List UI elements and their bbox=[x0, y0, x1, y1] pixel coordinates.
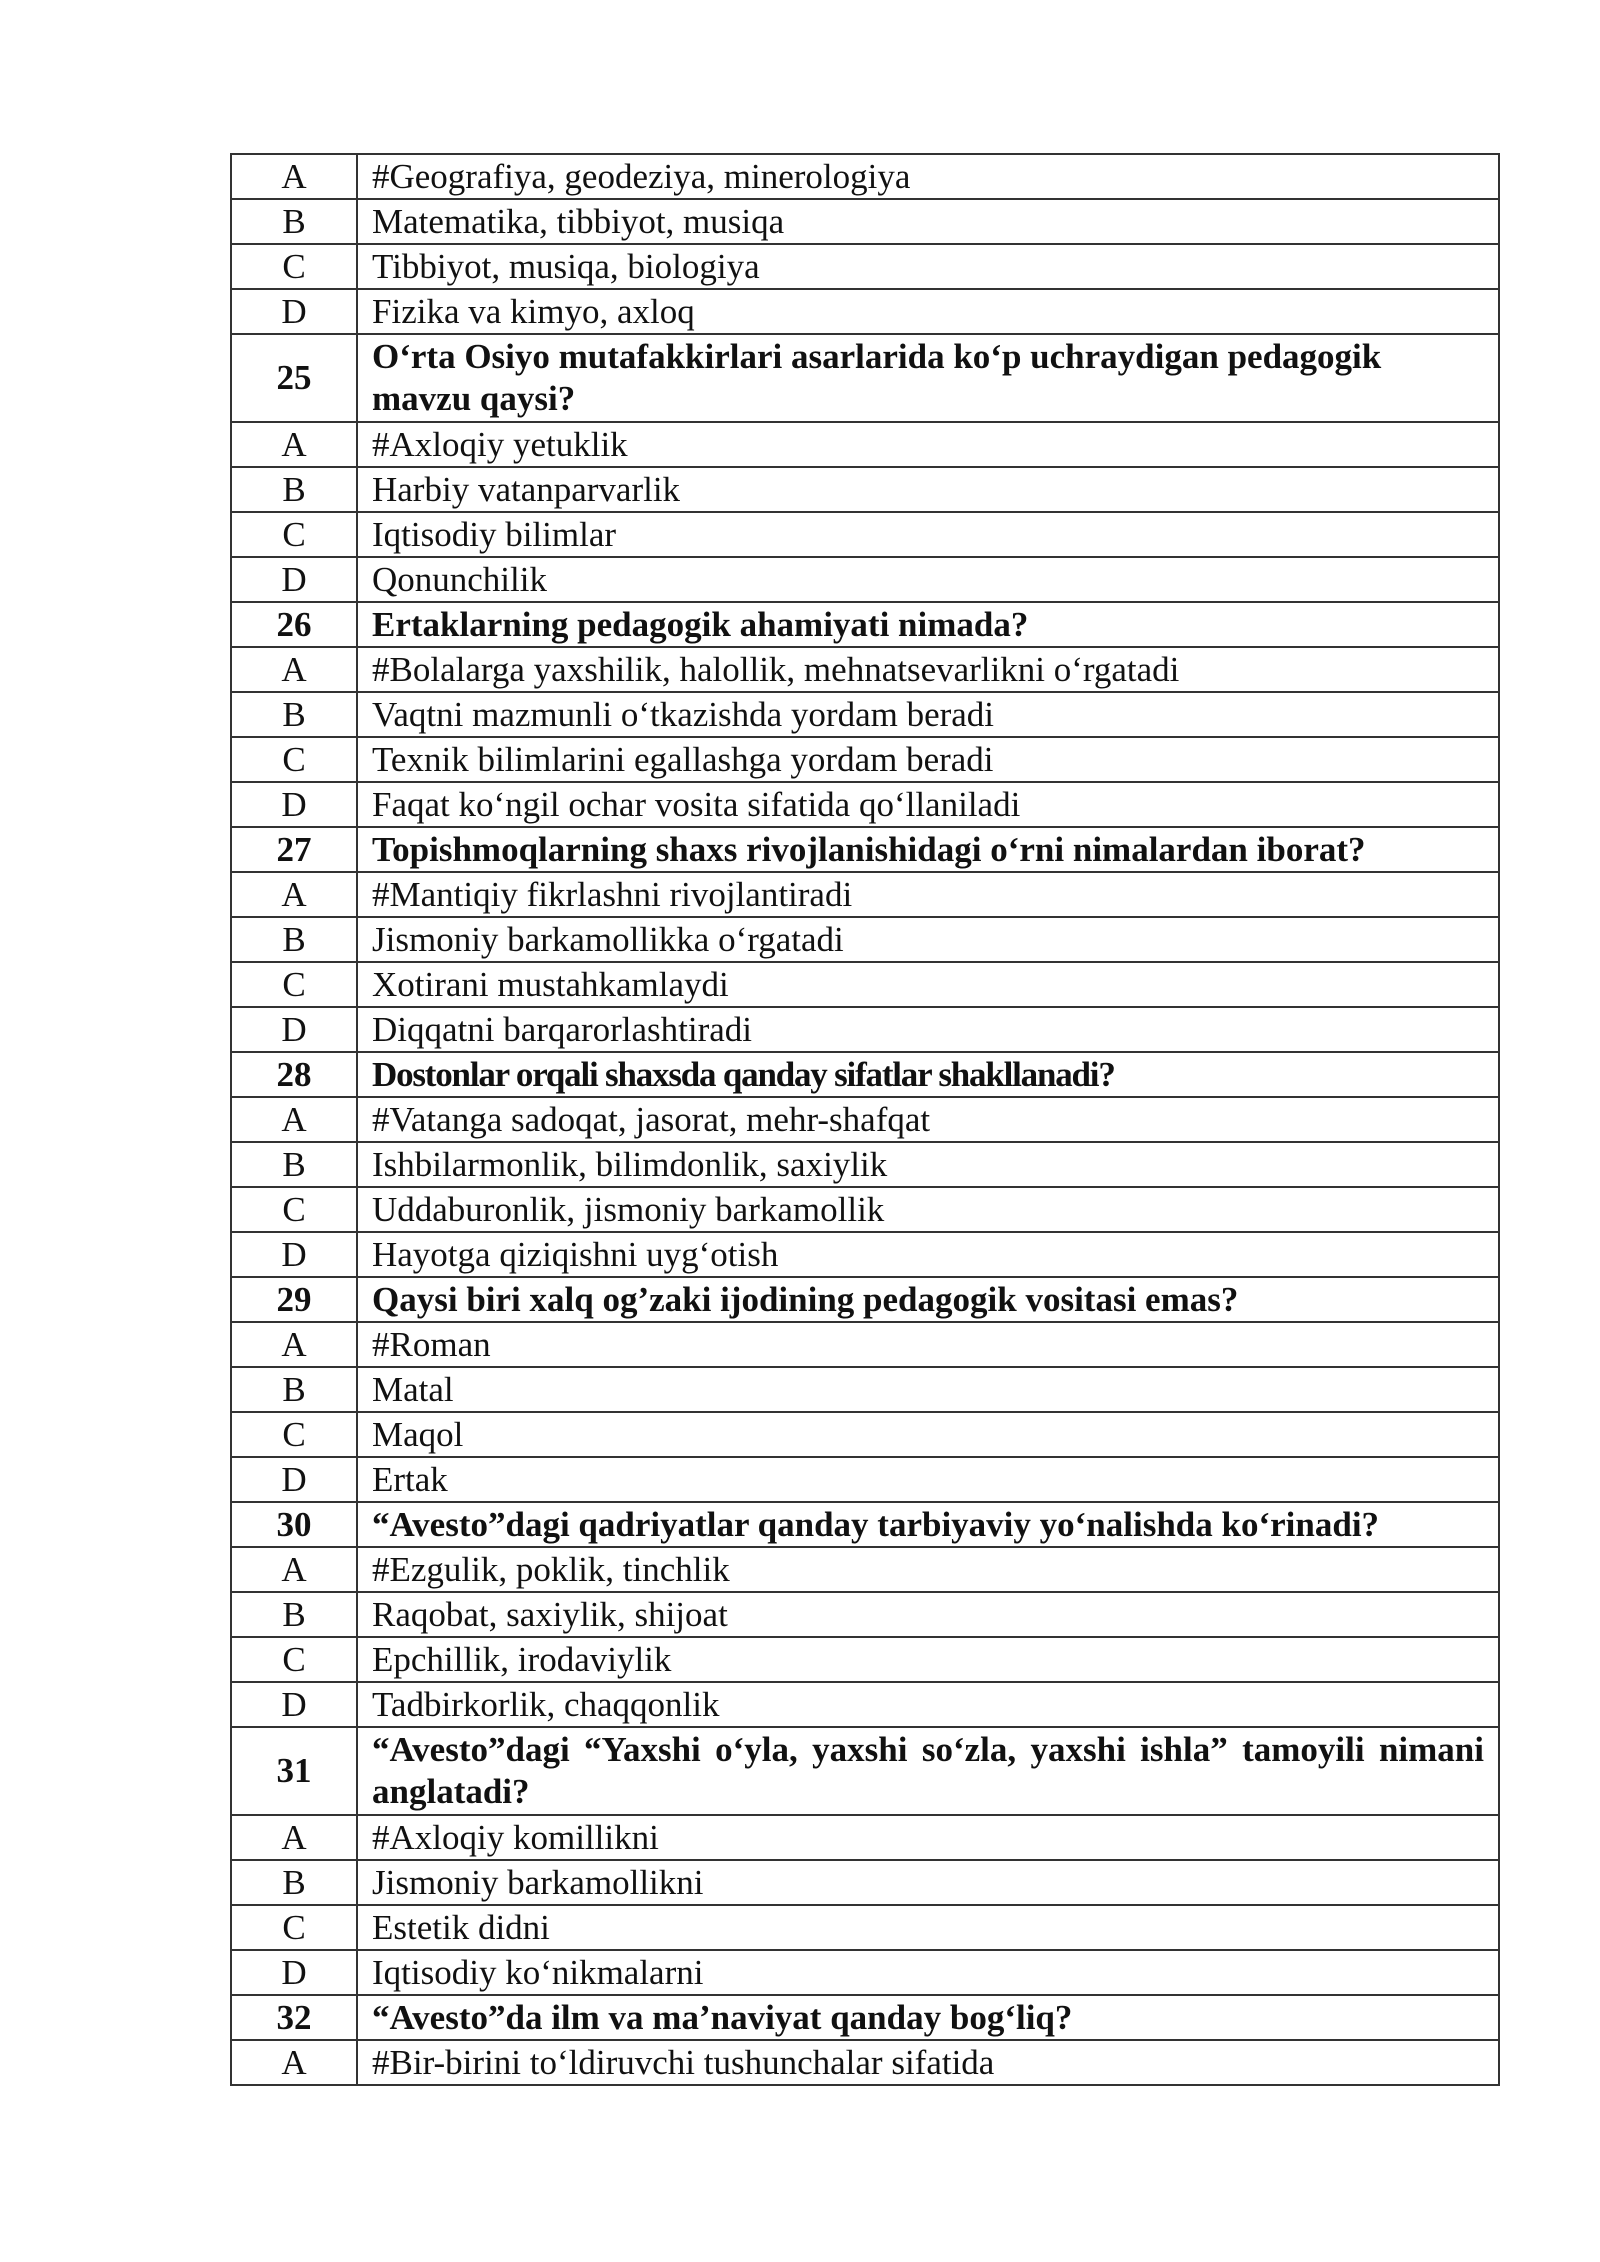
question-row bbox=[231, 1727, 1499, 1815]
option-text: #Bir-birini to‘ldiruvchi tushunchalar sifatida bbox=[372, 2042, 995, 2082]
option-letter: D bbox=[231, 289, 357, 334]
option-text: Jismoniy barkamollikka o‘rgatadi bbox=[372, 919, 844, 959]
answer-option-row bbox=[231, 244, 1499, 289]
option-text: Iqtisodiy bilimlar bbox=[372, 514, 617, 554]
option-letter: C bbox=[231, 1412, 357, 1457]
option-text: Hayotga qiziqishni uyg‘otish bbox=[372, 1234, 779, 1274]
option-text: #Roman bbox=[372, 1324, 491, 1364]
option-text: Qonunchilik bbox=[372, 559, 547, 599]
option-text: Tadbirkorlik, chaqqonlik bbox=[372, 1684, 720, 1724]
option-cell bbox=[357, 199, 1499, 244]
option-letter: B bbox=[231, 1860, 357, 1905]
answer-option-row bbox=[231, 692, 1499, 737]
option-cell bbox=[357, 512, 1499, 557]
question-number: 26 bbox=[231, 602, 357, 647]
answer-option-row bbox=[231, 782, 1499, 827]
question-number: 27 bbox=[231, 827, 357, 872]
option-cell bbox=[357, 467, 1499, 512]
option-text: Harbiy vatanparvarlik bbox=[372, 469, 681, 509]
option-cell bbox=[357, 1457, 1499, 1502]
answer-option-row bbox=[231, 1007, 1499, 1052]
option-letter: D bbox=[231, 1950, 357, 1995]
option-cell bbox=[357, 289, 1499, 334]
option-text: Fizika va kimyo, axloq bbox=[372, 291, 695, 331]
option-text: #Mantiqiy fikrlashni rivojlantiradi bbox=[372, 874, 853, 914]
option-text: Matematika, tibbiyot, musiqa bbox=[372, 201, 785, 241]
option-letter: A bbox=[231, 1322, 357, 1367]
option-text: Faqat ko‘ngil ochar vosita sifatida qo‘llaniladi bbox=[372, 784, 1021, 824]
option-text: Jismoniy barkamollikni bbox=[372, 1862, 704, 1902]
answer-option-row bbox=[231, 1412, 1499, 1457]
option-letter: A bbox=[231, 422, 357, 467]
question-text: Ertaklarning pedagogik ahamiyati nimada? bbox=[372, 604, 1029, 644]
question-row bbox=[231, 334, 1499, 422]
question-cell bbox=[357, 1052, 1499, 1097]
option-cell bbox=[357, 1682, 1499, 1727]
option-cell bbox=[357, 1592, 1499, 1637]
option-text: Estetik didni bbox=[372, 1907, 550, 1947]
question-cell bbox=[357, 1277, 1499, 1322]
answer-option-row bbox=[231, 647, 1499, 692]
answer-option-row bbox=[231, 1547, 1499, 1592]
answer-option-row bbox=[231, 1905, 1499, 1950]
option-text: #Axloqiy yetuklik bbox=[372, 424, 628, 464]
option-letter: B bbox=[231, 917, 357, 962]
question-number: 25 bbox=[231, 334, 357, 422]
question-number: 32 bbox=[231, 1995, 357, 2040]
answer-option-row bbox=[231, 154, 1499, 199]
option-cell bbox=[357, 1412, 1499, 1457]
option-cell bbox=[357, 1232, 1499, 1277]
option-cell bbox=[357, 557, 1499, 602]
question-text: “Avesto”dagi qadriyatlar qanday tarbiyaviy yo‘nalishda ko‘rinadi? bbox=[372, 1504, 1380, 1544]
question-text: O‘rta Osiyo mutafakkirlari asarlarida ko‘p uchraydigan pedagogik mavzu qaysi? bbox=[372, 337, 1382, 418]
option-text: Ishbilarmonlik, bilimdonlik, saxiylik bbox=[372, 1144, 888, 1184]
option-letter: A bbox=[231, 2040, 357, 2085]
question-cell bbox=[357, 334, 1499, 422]
answer-option-row bbox=[231, 467, 1499, 512]
option-letter: A bbox=[231, 1547, 357, 1592]
option-cell bbox=[357, 244, 1499, 289]
option-cell bbox=[357, 422, 1499, 467]
option-cell bbox=[357, 692, 1499, 737]
option-letter: D bbox=[231, 782, 357, 827]
option-text: Epchillik, irodaviylik bbox=[372, 1639, 672, 1679]
option-text: Vaqtni mazmunli o‘tkazishda yordam beradi bbox=[372, 694, 995, 734]
answer-option-row bbox=[231, 557, 1499, 602]
option-letter: A bbox=[231, 647, 357, 692]
answer-option-row bbox=[231, 737, 1499, 782]
option-letter: D bbox=[231, 1232, 357, 1277]
option-text: Raqobat, saxiylik, shijoat bbox=[372, 1594, 728, 1634]
option-text: Diqqatni barqarorlashtiradi bbox=[372, 1009, 753, 1049]
question-row bbox=[231, 1995, 1499, 2040]
answer-option-row bbox=[231, 1682, 1499, 1727]
question-number: 31 bbox=[231, 1727, 357, 1815]
option-letter: C bbox=[231, 1187, 357, 1232]
question-number: 29 bbox=[231, 1277, 357, 1322]
option-cell bbox=[357, 1097, 1499, 1142]
answer-option-row bbox=[231, 1142, 1499, 1187]
option-text: Xotirani mustahkamlaydi bbox=[372, 964, 729, 1004]
answer-option-row bbox=[231, 962, 1499, 1007]
quiz-table-body bbox=[231, 154, 1499, 2085]
option-letter: C bbox=[231, 244, 357, 289]
option-text: #Vatanga sadoqat, jasorat, mehr-shafqat bbox=[372, 1099, 931, 1139]
option-text: Tibbiyot, musiqa, biologiya bbox=[372, 246, 760, 286]
option-cell bbox=[357, 872, 1499, 917]
option-letter: C bbox=[231, 962, 357, 1007]
answer-option-row bbox=[231, 1637, 1499, 1682]
option-letter: C bbox=[231, 512, 357, 557]
question-row bbox=[231, 602, 1499, 647]
question-cell bbox=[357, 827, 1499, 872]
option-letter: A bbox=[231, 154, 357, 199]
question-cell bbox=[357, 1995, 1499, 2040]
option-cell bbox=[357, 2040, 1499, 2085]
question-number: 28 bbox=[231, 1052, 357, 1097]
option-text: Matal bbox=[372, 1369, 454, 1409]
option-letter: A bbox=[231, 872, 357, 917]
answer-option-row bbox=[231, 872, 1499, 917]
option-letter: C bbox=[231, 1637, 357, 1682]
option-cell bbox=[357, 1860, 1499, 1905]
option-cell bbox=[357, 154, 1499, 199]
option-cell bbox=[357, 782, 1499, 827]
answer-option-row bbox=[231, 1232, 1499, 1277]
question-number: 30 bbox=[231, 1502, 357, 1547]
option-text: #Bolalarga yaxshilik, halollik, mehnatsevarlikni o‘rgatadi bbox=[372, 649, 1180, 689]
question-cell bbox=[357, 1502, 1499, 1547]
answer-option-row bbox=[231, 1322, 1499, 1367]
option-cell bbox=[357, 1322, 1499, 1367]
option-text: #Axloqiy komillikni bbox=[372, 1817, 659, 1857]
option-letter: B bbox=[231, 199, 357, 244]
option-text: Maqol bbox=[372, 1414, 464, 1454]
option-letter: B bbox=[231, 692, 357, 737]
option-cell bbox=[357, 1905, 1499, 1950]
option-cell bbox=[357, 962, 1499, 1007]
question-text: Qaysi biri xalq og’zaki ijodining pedagogik vositasi emas? bbox=[372, 1279, 1239, 1319]
answer-option-row bbox=[231, 917, 1499, 962]
question-text: Topishmoqlarning shaxs rivojlanishidagi o‘rni nimalardan iborat? bbox=[372, 829, 1366, 869]
option-text: Texnik bilimlarini egallashga yordam beradi bbox=[372, 739, 994, 779]
option-cell bbox=[357, 1142, 1499, 1187]
option-letter: A bbox=[231, 1815, 357, 1860]
answer-option-row bbox=[231, 1815, 1499, 1860]
answer-option-row bbox=[231, 199, 1499, 244]
answer-option-row bbox=[231, 512, 1499, 557]
question-text: Dostonlar orqali shaxsda qanday sifatlar shakllanadi? bbox=[372, 1054, 1115, 1094]
option-letter: D bbox=[231, 1682, 357, 1727]
option-text: Ertak bbox=[372, 1459, 448, 1499]
question-row bbox=[231, 1052, 1499, 1097]
option-letter: B bbox=[231, 1142, 357, 1187]
answer-option-row bbox=[231, 1457, 1499, 1502]
option-text: Uddaburonlik, jismoniy barkamollik bbox=[372, 1189, 885, 1229]
option-letter: D bbox=[231, 1007, 357, 1052]
option-cell bbox=[357, 737, 1499, 782]
option-cell bbox=[357, 1950, 1499, 1995]
option-cell bbox=[357, 1637, 1499, 1682]
answer-option-row bbox=[231, 1187, 1499, 1232]
option-text: Iqtisodiy ko‘nikmalarni bbox=[372, 1952, 704, 1992]
option-text: #Geografiya, geodeziya, minerologiya bbox=[372, 156, 911, 196]
answer-option-row bbox=[231, 1592, 1499, 1637]
answer-option-row bbox=[231, 1860, 1499, 1905]
question-row bbox=[231, 1502, 1499, 1547]
option-cell bbox=[357, 1815, 1499, 1860]
option-letter: B bbox=[231, 467, 357, 512]
option-letter: B bbox=[231, 1592, 357, 1637]
answer-option-row bbox=[231, 1950, 1499, 1995]
option-cell bbox=[357, 917, 1499, 962]
answer-option-row bbox=[231, 1097, 1499, 1142]
question-row bbox=[231, 827, 1499, 872]
option-letter: D bbox=[231, 1457, 357, 1502]
option-letter: B bbox=[231, 1367, 357, 1412]
answer-option-row bbox=[231, 289, 1499, 334]
question-cell bbox=[357, 1727, 1499, 1815]
option-letter: D bbox=[231, 557, 357, 602]
option-cell bbox=[357, 1547, 1499, 1592]
answer-option-row bbox=[231, 1367, 1499, 1412]
quiz-table bbox=[230, 153, 1500, 2086]
option-cell bbox=[357, 1007, 1499, 1052]
question-text: “Avesto”dagi “Yaxshi o‘yla, yaxshi so‘zla, yaxshi ishla” tamoyili nimani anglatadi? bbox=[372, 1730, 1484, 1811]
question-row bbox=[231, 1277, 1499, 1322]
answer-option-row bbox=[231, 2040, 1499, 2085]
option-text: #Ezgulik, poklik, tinchlik bbox=[372, 1549, 730, 1589]
option-cell bbox=[357, 647, 1499, 692]
option-cell bbox=[357, 1367, 1499, 1412]
question-text: “Avesto”da ilm va ma’naviyat qanday bog‘liq? bbox=[372, 1997, 1073, 2037]
option-cell bbox=[357, 1187, 1499, 1232]
option-letter: C bbox=[231, 737, 357, 782]
answer-option-row bbox=[231, 422, 1499, 467]
question-cell bbox=[357, 602, 1499, 647]
option-letter: A bbox=[231, 1097, 357, 1142]
option-letter: C bbox=[231, 1905, 357, 1950]
